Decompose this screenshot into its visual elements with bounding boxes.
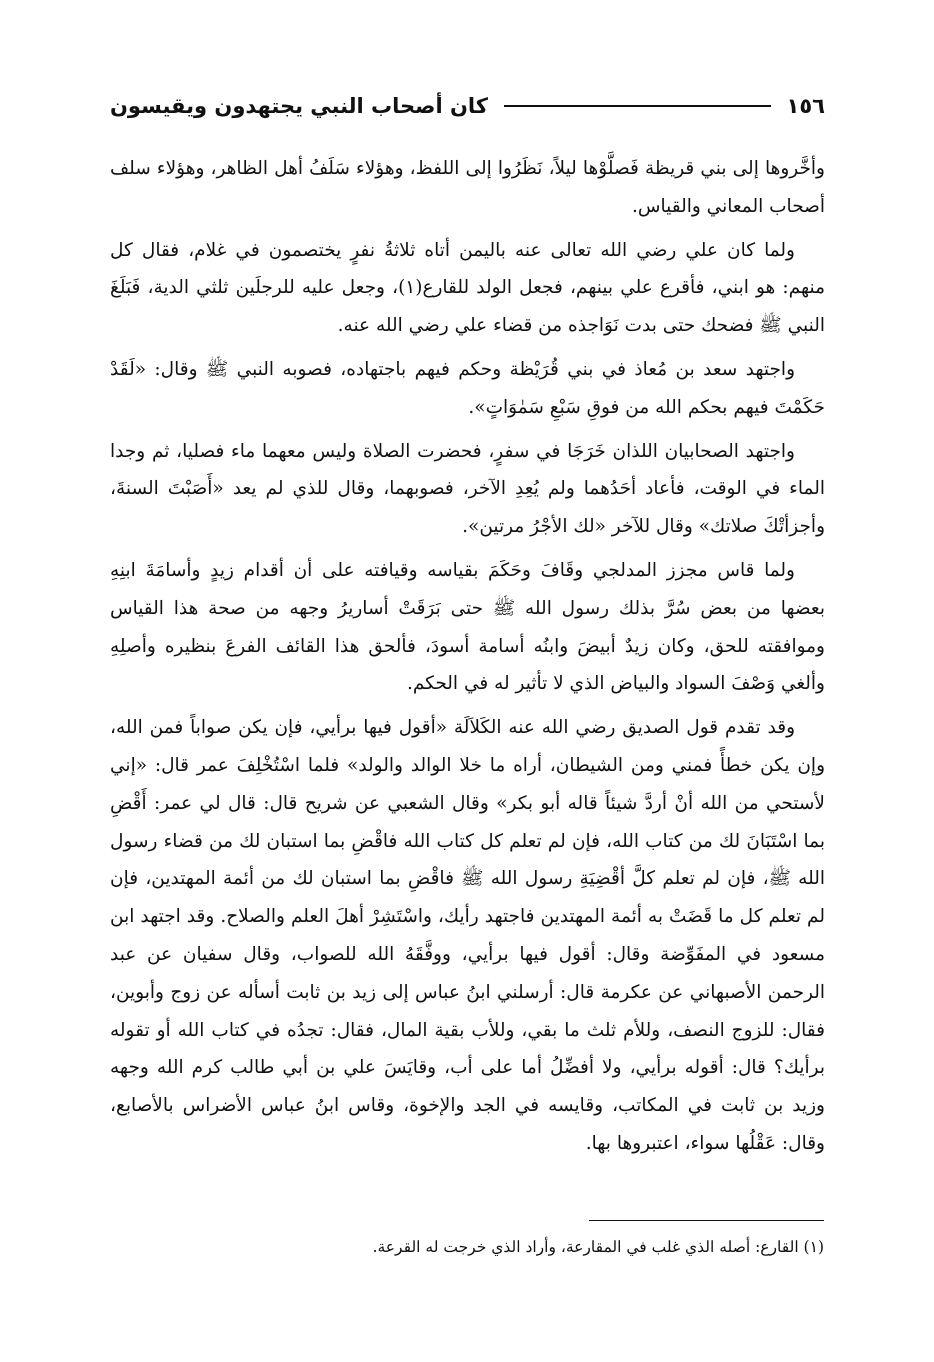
footnote-divider <box>589 1220 824 1221</box>
running-title: كان أصحاب النبي يجتهدون ويقيسون <box>110 94 488 118</box>
page-number: ١٥٦ <box>786 94 825 118</box>
paragraph: واجتهد سعد بن مُعاذ في بني قُرَيْظة وحكم فيهم باجتهاده، فصوبه النبي ﷺ وقال: «لَقَدْ حَكَمْتَ فيهم بحكم الله من فوقِ سَبْعِ سَمٰوَاتٍ». <box>110 358 825 418</box>
header-rule <box>504 105 771 107</box>
page-header <box>110 88 825 124</box>
paragraph: ولما قاس مجزز المدلجي وقَافَ وحَكَمَ بقياسه وقيافته على أن أقدام زيدٍ وأسامَةَ ابنِهِ بعضها من بعض سُرَّ بذلك رسول الله ﷺ حتى بَرَقَتْ أساريرُ وجهه من صحة هذا القياس وموافقته للحق، وكان زيدٌ أبيضَ وابنُه أسامة أسودَ، فألحق هذا القائف الفرعَ بنظيره وأصلِهِ وألغي وَصْفَ السواد والبياض الذي لا تأثير له في الحكم. <box>110 559 825 695</box>
paragraph: ولما كان علي رضي الله تعالى عنه باليمن أتاه ثلاثةُ نفرٍ يختصمون في غلام، فقال كل منهم: هو ابني، فأقرع علي بينهم، فجعل الولد للقارع(١)، وجعل عليه للرجلَين ثلثي الدية، فَبَلَغَ النبي ﷺ فضحك حتى بدت نَوَاجذه من قضاء علي رضي الله عنه. <box>110 239 825 337</box>
paragraph: واجتهد الصحابيان اللذان خَرَجَا في سفرٍ، فحضرت الصلاة وليس معهما ماء فصليا، ثم وجدا الماء في الوقت، فأعاد أحَدُهما ولم يُعِدِ الآخر، فصوبهما، وقال للذي لم يعد «أَصَبْتَ السنةَ، وأجزأتْكَ صلاتك» وقال للآخر «لك الأجْرُ مرتين». <box>110 440 825 538</box>
paragraph: وقد تقدم قول الصديق رضي الله عنه الكَلاَلَة «أقول فيها برأيي، فإن يكن صواباً فمن الله، وإن يكن خطأً فمني ومن الشيطان، أراه ما خلا الوالد والولد» فلما اسْتُخْلِفَ عمر قال: «إني لأستحي من الله أنْ أردَّ شيئاً قاله أبو بكر» وقال الشعبي عن شريح قال: قال لي عمر: أَقْضِ بما اسْتَبَانَ لك من كتاب الله، فإن لم تعلم كل كتاب الله فاقْضِ بما استبان لك من قضاء رسول الله ﷺ، فإن لم تعلم كلَّ أقْضِيَةِ رسول الله ﷺ فاقْضِ بما استبان لك من أئمة المهتدين، فإن لم تعلم كل ما قَضَتْ به أئمة المهتدين فاجتهد رأيك، واسْتَشِرْ أهلَ العلم والصلاح. وقد اجتهد ابن مسعود في المفَوِّضة وقال: أقول فيها برأيي، ووفَّقَهُ الله للصواب، وقال سفيان عن عبد الرحمن الأصبهاني عن عكرمة قال: أرسلني ابنُ عباس إلى زيد بن ثابت أسأله عن زوج وأبوين، فقال: للزوج النصف، وللأم ثلث ما بقي، وللأب بقية المال، فقال: تجدُه في كتاب الله أو تقوله برأيك؟ قال: أقوله برأيي، ولا أفضِّلُ أما على أب، وقايَسَ علي بن أبي طالب كرم الله وجهه وزيد بن ثابت في المكاتب، وقايسه في الجد والإخوة، وقاس ابنُ عباس الأضراس بالأصابع، وقال: عَقْلُها سواء، اعتبروها بها. <box>110 717 825 1154</box>
paragraph: وأخَّروها إلى بني قريظة فَصلَّوْها ليلاً، نَظَرُوا إلى اللفظ، وهؤلاء سَلَفُ أهل الظاهر، وهؤلاء سلف أصحاب المعاني والقياس. <box>110 158 825 217</box>
main-text <box>110 150 825 1169</box>
footnote: (١) القارع: أصله الذي غلب في المقارعة، وأراد الذي خرجت له القرعة. <box>372 1238 824 1256</box>
